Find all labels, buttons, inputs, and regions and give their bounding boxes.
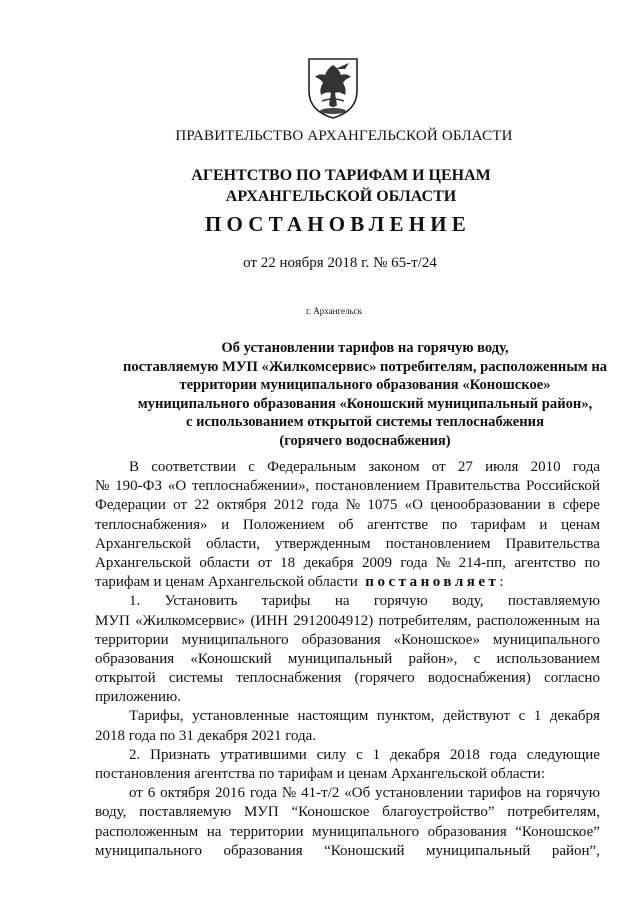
body-word: области, — [206, 535, 260, 552]
body-word: области — [199, 554, 250, 571]
body-word: образования — [223, 842, 303, 859]
body-word: тарифов — [468, 785, 522, 802]
body-word: утратившими — [219, 746, 307, 763]
body-word: образования — [301, 631, 381, 648]
body-word: года — [311, 497, 339, 514]
body-word: муниципальный — [287, 650, 393, 667]
body-word: Федеральным — [267, 459, 356, 475]
body-word: Правительства — [505, 535, 600, 552]
body-word: расположенным — [95, 823, 199, 840]
body-word: территории — [95, 631, 169, 648]
body-word: на — [526, 785, 542, 802]
body-word: 22 — [194, 497, 210, 514]
body-word: действуют — [442, 708, 511, 725]
body-word: район”, — [551, 842, 600, 859]
body-word: «Коношский — [190, 650, 272, 667]
coat-of-arms-icon — [305, 55, 361, 121]
body-word: потребителям, — [378, 612, 472, 629]
body-line — [95, 823, 600, 842]
document-subject — [110, 339, 620, 450]
body-word: горячую — [545, 785, 600, 802]
body-line — [95, 458, 600, 477]
body-word: постановлением — [385, 535, 491, 552]
body-word: 1 — [533, 708, 542, 725]
body-word: теплоснабжения» — [95, 516, 208, 533]
body-word: года — [572, 459, 600, 475]
body-word: 27 — [457, 459, 473, 475]
body-word: воду, — [452, 593, 484, 610]
body-word: пунктом, — [376, 708, 435, 725]
body-word: агентстве — [367, 516, 429, 533]
body-line — [95, 707, 600, 726]
body-word: ценам — [561, 516, 600, 533]
subject-line: поставляемую МУП «Жилкомсервис» потребителям, расположенным на — [122, 358, 608, 375]
body-word: теплоснабжения — [236, 670, 342, 687]
body-word: Признать — [150, 746, 211, 763]
body-word: муниципального — [181, 631, 289, 648]
body-word: об — [338, 516, 354, 533]
body-word: следующие — [526, 746, 600, 763]
body-word: 18 — [280, 554, 296, 571]
body-word: горячую — [373, 593, 428, 610]
agency-name — [21, 165, 640, 207]
body-word: 2009 — [362, 554, 392, 571]
body-word: № — [95, 478, 110, 495]
body-word: года — [489, 746, 517, 763]
body-word: с — [356, 746, 363, 763]
body-word: 2018 — [449, 746, 480, 763]
body-word: года — [249, 785, 278, 802]
body-line: 2018 года по 31 декабря 2021 года. — [95, 727, 317, 744]
body-word: использованием — [496, 650, 600, 667]
body-word: МУП — [95, 612, 130, 629]
body-word: потребителям, — [507, 804, 600, 821]
body-word: от — [173, 497, 188, 514]
body-word: на — [206, 823, 222, 840]
body-line — [95, 650, 600, 669]
body-line — [95, 803, 600, 822]
body-line: приложению. — [95, 689, 182, 706]
body-word: район», — [408, 650, 458, 667]
body-word: территории — [229, 823, 304, 840]
body-line — [95, 496, 600, 515]
body-word: силу — [316, 746, 347, 763]
body-word: Архангельской — [95, 554, 191, 571]
body-word: 2912004912) — [293, 612, 374, 629]
body-word: “Коношское” — [515, 823, 600, 840]
body-word: 1075 — [367, 497, 398, 514]
document-body — [95, 458, 600, 861]
body-word: с — [473, 650, 481, 667]
body-word: Российской — [525, 478, 600, 495]
body-word: декабря — [390, 746, 441, 763]
body-word: теплоснабжении», — [192, 478, 310, 495]
body-word: 6 — [147, 785, 156, 802]
body-line — [95, 477, 600, 496]
subject-line: муниципального образования «Коношский муниципальный район», — [137, 395, 593, 412]
body-word: установлении — [375, 785, 464, 802]
body-word: настоящим — [297, 708, 369, 725]
body-line — [95, 842, 600, 861]
body-line — [95, 669, 600, 688]
body-word: муниципального — [95, 842, 203, 859]
body-word: муниципального — [312, 823, 420, 840]
body-word: (горячего — [354, 670, 415, 687]
body-line — [95, 612, 600, 631]
body-word: по — [441, 516, 458, 533]
body-line — [95, 631, 600, 650]
body-line — [95, 554, 600, 573]
agency-name-line: АРХАНГЕЛЬСКОЙ ОБЛАСТИ — [225, 188, 457, 205]
body-word: «Жилкомсервис» — [135, 612, 246, 629]
body-word: муниципальный — [426, 842, 531, 859]
body-word: расположенным — [476, 612, 580, 629]
body-word: «О — [404, 497, 424, 514]
body-line — [95, 784, 600, 803]
body-text-run: : — [499, 574, 504, 591]
document-city: г. Архангельск — [306, 306, 362, 316]
body-word: декабря — [549, 708, 600, 725]
body-word: 1 — [372, 746, 381, 763]
body-word: № — [435, 554, 451, 571]
body-word: № — [281, 785, 297, 802]
body-word: муниципального — [492, 631, 600, 648]
body-word: от — [129, 785, 143, 802]
body-word: 2010 — [530, 459, 561, 475]
body-word: открытой — [95, 670, 156, 687]
subject-line: Об установлении тарифов на горячую воду, — [221, 340, 509, 356]
document-date-number: от 22 ноября 2018 г. № 65-т/24 — [243, 255, 437, 271]
body-word: ценообразовании — [430, 497, 541, 514]
body-word: тарифам — [470, 516, 526, 533]
body-word: поставляемую — [507, 593, 600, 610]
body-word: водоснабжения) — [427, 670, 531, 687]
body-word: Положением — [242, 516, 325, 533]
body-line — [95, 573, 600, 592]
body-word: Правительства — [425, 478, 521, 495]
body-word: сфере — [562, 497, 600, 514]
body-word: (ИНН — [250, 612, 288, 629]
body-word: от — [257, 554, 272, 571]
body-word: октября — [216, 497, 267, 514]
body-word: октября — [160, 785, 211, 802]
resolves-word: постановляет — [365, 574, 500, 591]
body-word: и — [221, 516, 230, 533]
body-word: и — [539, 516, 548, 533]
body-word: агентство — [514, 554, 577, 571]
body-word: поставляемую — [139, 804, 232, 821]
body-line — [95, 535, 600, 554]
body-word: с — [248, 459, 255, 475]
body-word: «Коношское» — [393, 631, 480, 648]
body-word: 1. — [129, 593, 141, 610]
body-word: 214-пп, — [458, 554, 506, 571]
body-word: МУП — [243, 804, 279, 821]
body-word: на — [585, 612, 600, 629]
body-word: постановлением — [315, 478, 420, 495]
body-word: 2016 — [214, 785, 245, 802]
body-word: Федерации — [95, 497, 166, 514]
agency-name-line: АГЕНТСТВО ПО ТАРИФАМ И ЦЕНАМ — [191, 167, 491, 184]
body-word: 41-т/2 — [301, 785, 340, 802]
body-word: в — [548, 497, 556, 514]
body-word: тарифы — [261, 593, 311, 610]
subject-line: (горячего водоснабжения) — [279, 432, 451, 449]
subject-line: с использованием открытой системы теплоснабжения — [186, 414, 544, 430]
body-word: благоустройство” — [382, 804, 495, 821]
body-word: № — [345, 497, 361, 514]
body-word: года — [400, 554, 428, 571]
body-word: законом — [368, 459, 420, 475]
body-word: декабря — [303, 554, 354, 571]
body-word: утвержденным — [275, 535, 371, 552]
body-word: Установить — [164, 593, 238, 610]
body-word: Архангельской — [95, 535, 191, 552]
body-word: образования — [427, 823, 507, 840]
body-word: от — [431, 459, 446, 475]
body-word: согласно — [544, 670, 600, 687]
body-word: соответствии — [151, 459, 237, 475]
body-line — [95, 592, 600, 611]
body-word: «О — [167, 478, 187, 495]
body-word: “Коношское — [291, 804, 370, 821]
body-word: воду, — [95, 804, 127, 821]
body-word: Тарифы, — [129, 708, 184, 725]
body-word: “Коношский — [324, 842, 405, 859]
body-word: 190-ФЗ — [115, 478, 163, 495]
body-line — [95, 746, 600, 765]
body-word: 2012 — [273, 497, 304, 514]
body-line: постановления агентства по тарифам и ценам Архангельской области: — [95, 766, 545, 782]
body-line — [95, 516, 600, 535]
body-text-run: тарифам и ценам Архангельской области — [95, 574, 358, 591]
document-type: ПОСТАНОВЛЕНИЕ — [204, 212, 472, 236]
body-word: на — [334, 593, 350, 610]
body-word: системы — [168, 670, 223, 687]
body-word: 2. — [129, 746, 141, 763]
body-word: образования — [95, 650, 175, 667]
body-word: В — [129, 459, 140, 475]
body-word: установленные — [192, 708, 289, 725]
body-word: «Об — [344, 785, 371, 802]
body-word: июля — [485, 459, 519, 475]
body-word: по — [584, 554, 600, 571]
government-name: ПРАВИТЕЛЬСТВО АРХАНГЕЛЬСКОЙ ОБЛАСТИ — [175, 128, 513, 144]
subject-line: территории муниципального образования «Коношское» — [179, 377, 551, 393]
body-word: с — [518, 708, 526, 725]
